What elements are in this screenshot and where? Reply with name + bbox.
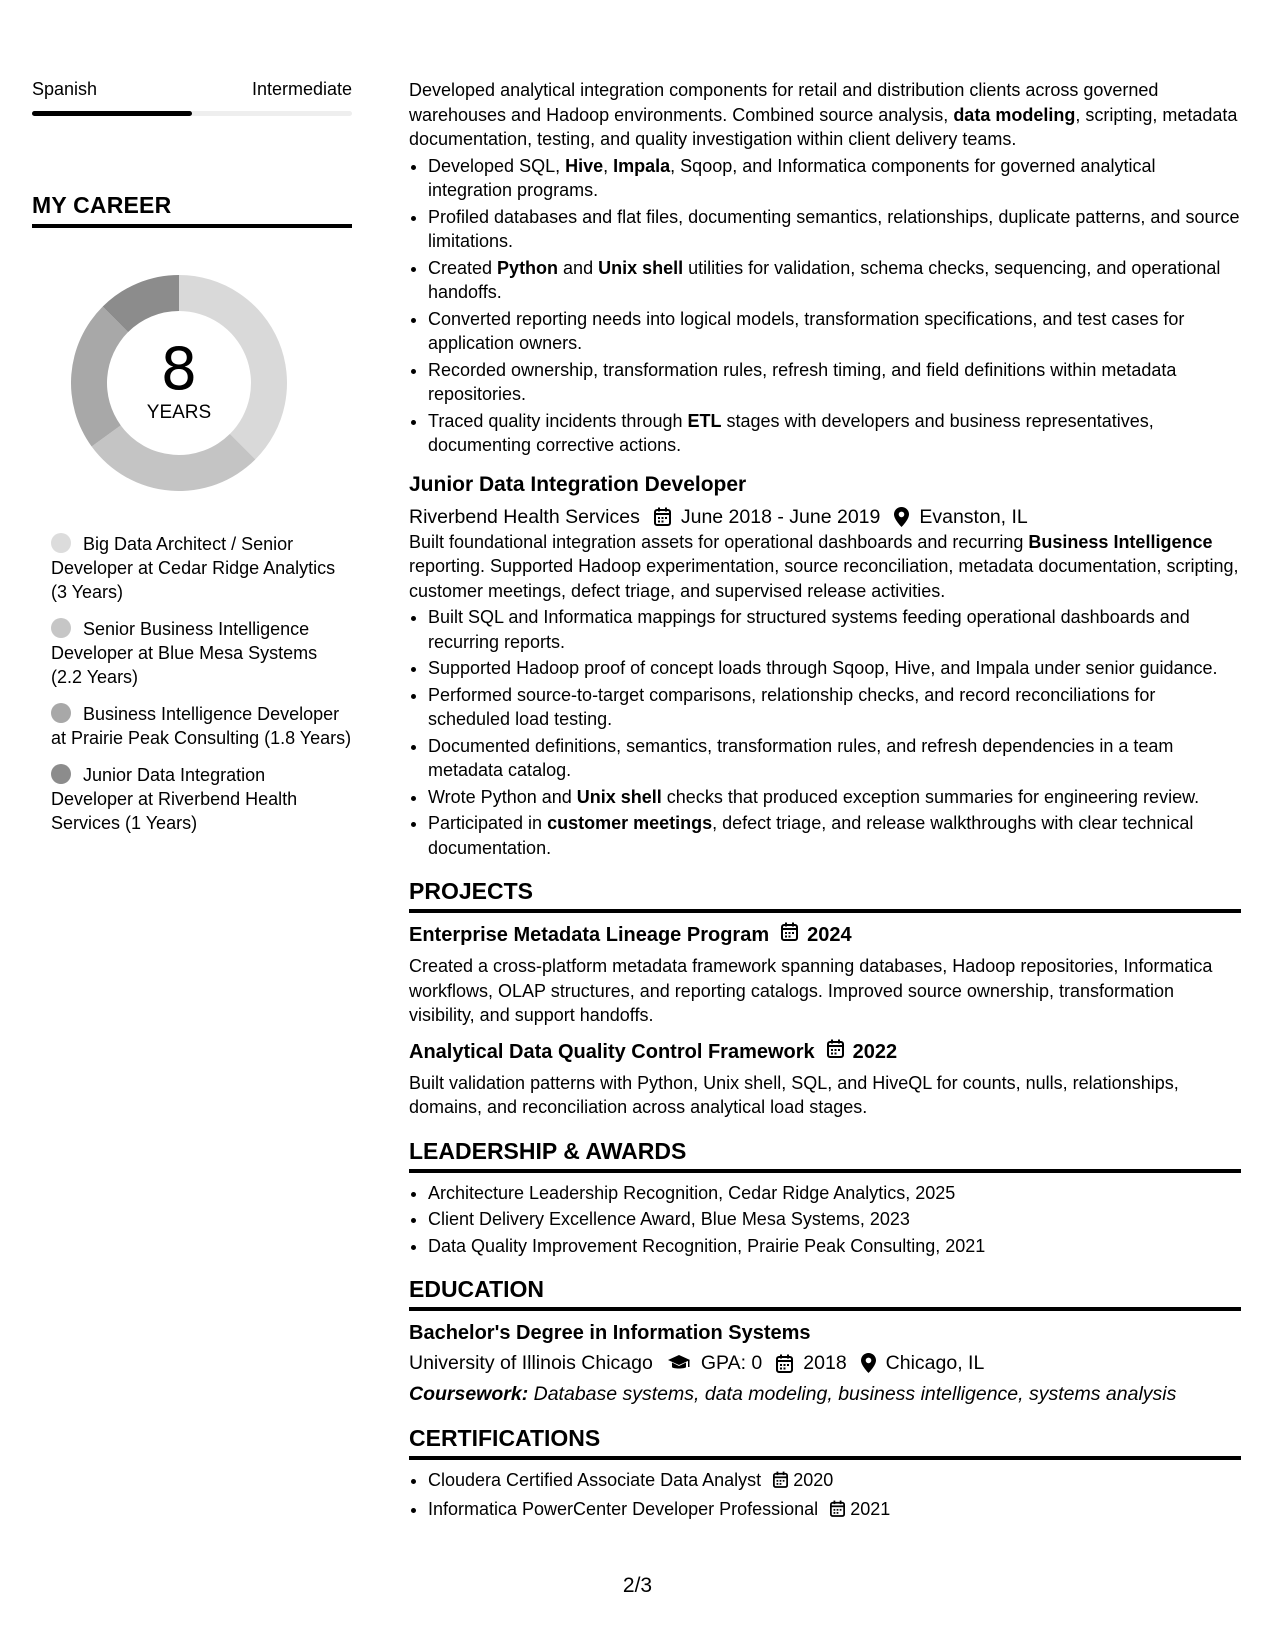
job-dates: June 2018 - June 2019: [680, 505, 881, 528]
language-level: Intermediate: [251, 79, 352, 99]
experience-bullets: [409, 154, 1241, 458]
text-run: Developed SQL,: [428, 155, 566, 176]
certifications-list: [409, 1468, 1241, 1523]
text-run: Built SQL and Informatica mappings for structured systems feeding operational dashboards and recurring reports.: [428, 607, 1190, 652]
bold-keyword: ETL: [687, 410, 722, 431]
text-run: and: [558, 257, 599, 278]
legend-dot: [51, 764, 71, 784]
education-location: Chicago, IL: [885, 1352, 985, 1374]
text-run: ,: [603, 155, 614, 176]
text-run: , Sqoop, and Informatica components for governed analytical integration programs.: [428, 155, 1156, 200]
project-year: 2024: [807, 924, 852, 946]
text-run: Converted reporting needs into logical models, transformation specifications, and test cases for application owners.: [428, 308, 1185, 353]
career-donut-chart: [64, 268, 294, 498]
education-section-title: EDUCATION: [409, 1274, 1241, 1311]
certification-name: Informatica PowerCenter Developer Professional: [428, 1498, 819, 1519]
total-years-value: 8: [160, 335, 198, 403]
legend-label: Junior Data Integration Developer at Riverbend Health Services (1 Years): [51, 765, 298, 833]
education-degree: [409, 1319, 1241, 1347]
text-run: Recorded ownership, transformation rules, refresh timing, and field definitions within metadata repositories.: [428, 359, 1177, 404]
bullet-item: [428, 734, 1241, 783]
project-name: Analytical Data Quality Control Framework: [409, 1040, 815, 1063]
awards-section-title: LEADERSHIP & AWARDS: [409, 1136, 1241, 1173]
text-run: Supported Hadoop proof of concept loads through Sqoop, Hive, and Impala under senior guidance.: [428, 658, 1218, 678]
legend-label: Business Intelligence Developer at Prairie Peak Consulting (1.8 Years): [51, 704, 352, 748]
right-column: [409, 78, 1241, 1525]
certification-item: [428, 1497, 1241, 1524]
bold-keyword: Unix shell: [576, 786, 662, 807]
career-legend-item: [51, 763, 352, 835]
bold-keyword: Unix shell: [598, 257, 684, 278]
award-item: • Architecture Leadership Recognition, Cedar Ridge Analytics, 2025: [428, 1181, 1241, 1206]
job-location: Evanston, IL: [919, 505, 1028, 528]
text-run: checks that produced exception summaries for engineering review.: [661, 786, 1200, 807]
legend-dot: [51, 703, 71, 723]
bullet-item: [428, 605, 1241, 654]
project-description: Created a cross-platform metadata framework spanning databases, Hadoop repositories, Informatica workflows, OLAP structures, and reporting catalogs. Improved source ownership, transformation visibility, and support handoffs.: [409, 956, 1213, 1025]
legend-label: Senior Business Intelligence Developer at Blue Mesa Systems (2.2 Years): [51, 619, 318, 687]
job-title: Junior Data Integration Developer: [409, 472, 747, 496]
language-proficiency-fill: [32, 111, 192, 116]
bullet-item: [428, 683, 1241, 732]
text-run: stages with developers and business representatives, documenting corrective actions.: [428, 410, 1154, 455]
text-run: Created: [428, 257, 498, 278]
location-pin-icon: [861, 1353, 876, 1373]
career-legend-item: [51, 702, 352, 750]
bullet-item: [428, 409, 1241, 458]
legend-dot: [51, 618, 71, 638]
bold-keyword: Python: [497, 257, 559, 278]
certification-year: 2021: [850, 1498, 891, 1519]
calendar-icon: [654, 507, 671, 526]
education-school: University of Illinois Chicago: [409, 1352, 653, 1374]
career-section-title: MY CAREER: [32, 192, 352, 228]
coursework-label: Coursework:: [409, 1383, 529, 1405]
legend-dot: [51, 533, 71, 553]
donut-segment: [92, 425, 256, 491]
text-run: , scripting, metadata documentation, testing, and quality investigation within client delivery teams.: [409, 104, 1238, 149]
text-run: Built foundational integration assets for operational dashboards and recurring: [409, 531, 1029, 552]
projects-section-title: PROJECTS: [409, 876, 1241, 913]
text-run: utilities for validation, schema checks, sequencing, and operational handoffs.: [428, 257, 1221, 302]
left-column: [32, 78, 352, 848]
text-run: Documented definitions, semantics, transformation rules, and refresh dependencies in a team metadata catalog.: [428, 735, 1174, 780]
text-run: Developed analytical integration components for retail and distribution clients across governed warehouses and Hadoop environments. Combined source analysis,: [409, 80, 1159, 125]
graduation-cap-icon: [667, 1354, 691, 1372]
education-meta: [409, 1350, 1241, 1376]
calendar-icon: [773, 1470, 788, 1495]
certifications-section-title: CERTIFICATIONS: [409, 1423, 1241, 1460]
career-legend-item: [51, 617, 352, 689]
location-pin-icon: [894, 507, 909, 527]
page-number: 2/3: [622, 1574, 653, 1597]
total-years-label: YEARS: [146, 402, 212, 423]
language-row: [32, 78, 352, 100]
project-name: Enterprise Metadata Lineage Program: [409, 924, 770, 946]
text-run: Traced quality incidents through: [428, 410, 688, 431]
bullet-item: [428, 656, 1241, 681]
text-run: Profiled databases and flat files, documenting semantics, relationships, duplicate patterns, and source limitations.: [428, 206, 1240, 251]
experience-summary: [409, 78, 1241, 152]
award-item: • Client Delivery Excellence Award, Blue Mesa Systems, 2023: [428, 1207, 1241, 1232]
bullet-item: [428, 785, 1241, 810]
calendar-icon: [781, 921, 798, 949]
job-bullets: [409, 605, 1241, 860]
bullet-item: [428, 358, 1241, 407]
career-legend-item: [51, 532, 352, 604]
project-title: [409, 921, 1241, 949]
awards-list: [409, 1181, 1241, 1259]
text-run: reporting. Supported Hadoop experimentation, source reconciliation, metadata documentation, scripting, customer meetings, defect triage, and supervised release activities.: [409, 556, 1239, 601]
text-run: Wrote Python and: [428, 786, 577, 807]
calendar-icon: [827, 1038, 844, 1066]
career-legend: [32, 532, 352, 835]
bold-keyword: customer meetings: [547, 813, 713, 833]
bullet-item: [428, 307, 1241, 356]
project-description: Built validation patterns with Python, Unix shell, SQL, and HiveQL for counts, nulls, relationships, domains, and reconciliation across analytical load stages.: [409, 1072, 1179, 1117]
language-proficiency-bar: [32, 111, 352, 116]
projects-list: [409, 921, 1241, 1120]
bold-keyword: Business Intelligence: [1028, 531, 1213, 552]
text-run: Participated in: [428, 813, 548, 833]
project-title: [409, 1038, 1241, 1066]
project-year: 2022: [852, 1040, 898, 1063]
certification-name: Cloudera Certified Associate Data Analyst: [428, 1470, 762, 1490]
bullet-item: [428, 205, 1241, 254]
bullet-item: [428, 256, 1241, 305]
job-summary: [409, 530, 1241, 604]
bullet-item: [428, 154, 1241, 203]
calendar-icon: [830, 1499, 845, 1524]
certification-item: [428, 1468, 1241, 1495]
job-company: Riverbend Health Services: [409, 505, 640, 528]
education-year: 2018: [803, 1352, 847, 1374]
legend-label: Big Data Architect / Senior Developer at Cedar Ridge Analytics (3 Years): [51, 534, 336, 602]
language-name: Spanish: [32, 79, 98, 99]
job-meta: [409, 504, 1241, 530]
coursework-text: Database systems, data modeling, business intelligence, systems analysis: [533, 1383, 1177, 1405]
award-item: • Data Quality Improvement Recognition, Prairie Peak Consulting, 2021: [428, 1234, 1241, 1259]
calendar-icon: [776, 1354, 793, 1373]
degree-name: Bachelor's Degree in Information Systems: [409, 1322, 811, 1344]
text-run: Performed source-to-target comparisons, relationship checks, and record reconciliations for scheduled load testing.: [428, 684, 1156, 729]
bold-keyword: Hive: [565, 155, 604, 176]
text-run: , defect triage, and release walkthroughs with clear technical documentation.: [428, 813, 1194, 858]
education-coursework: [409, 1381, 1241, 1407]
bullet-item: [428, 811, 1241, 860]
bold-keyword: data modeling: [953, 104, 1076, 125]
education-gpa: GPA: 0: [700, 1352, 763, 1374]
donut-center: [64, 335, 294, 424]
certification-year: 2020: [793, 1470, 834, 1490]
bold-keyword: Impala: [613, 155, 671, 176]
